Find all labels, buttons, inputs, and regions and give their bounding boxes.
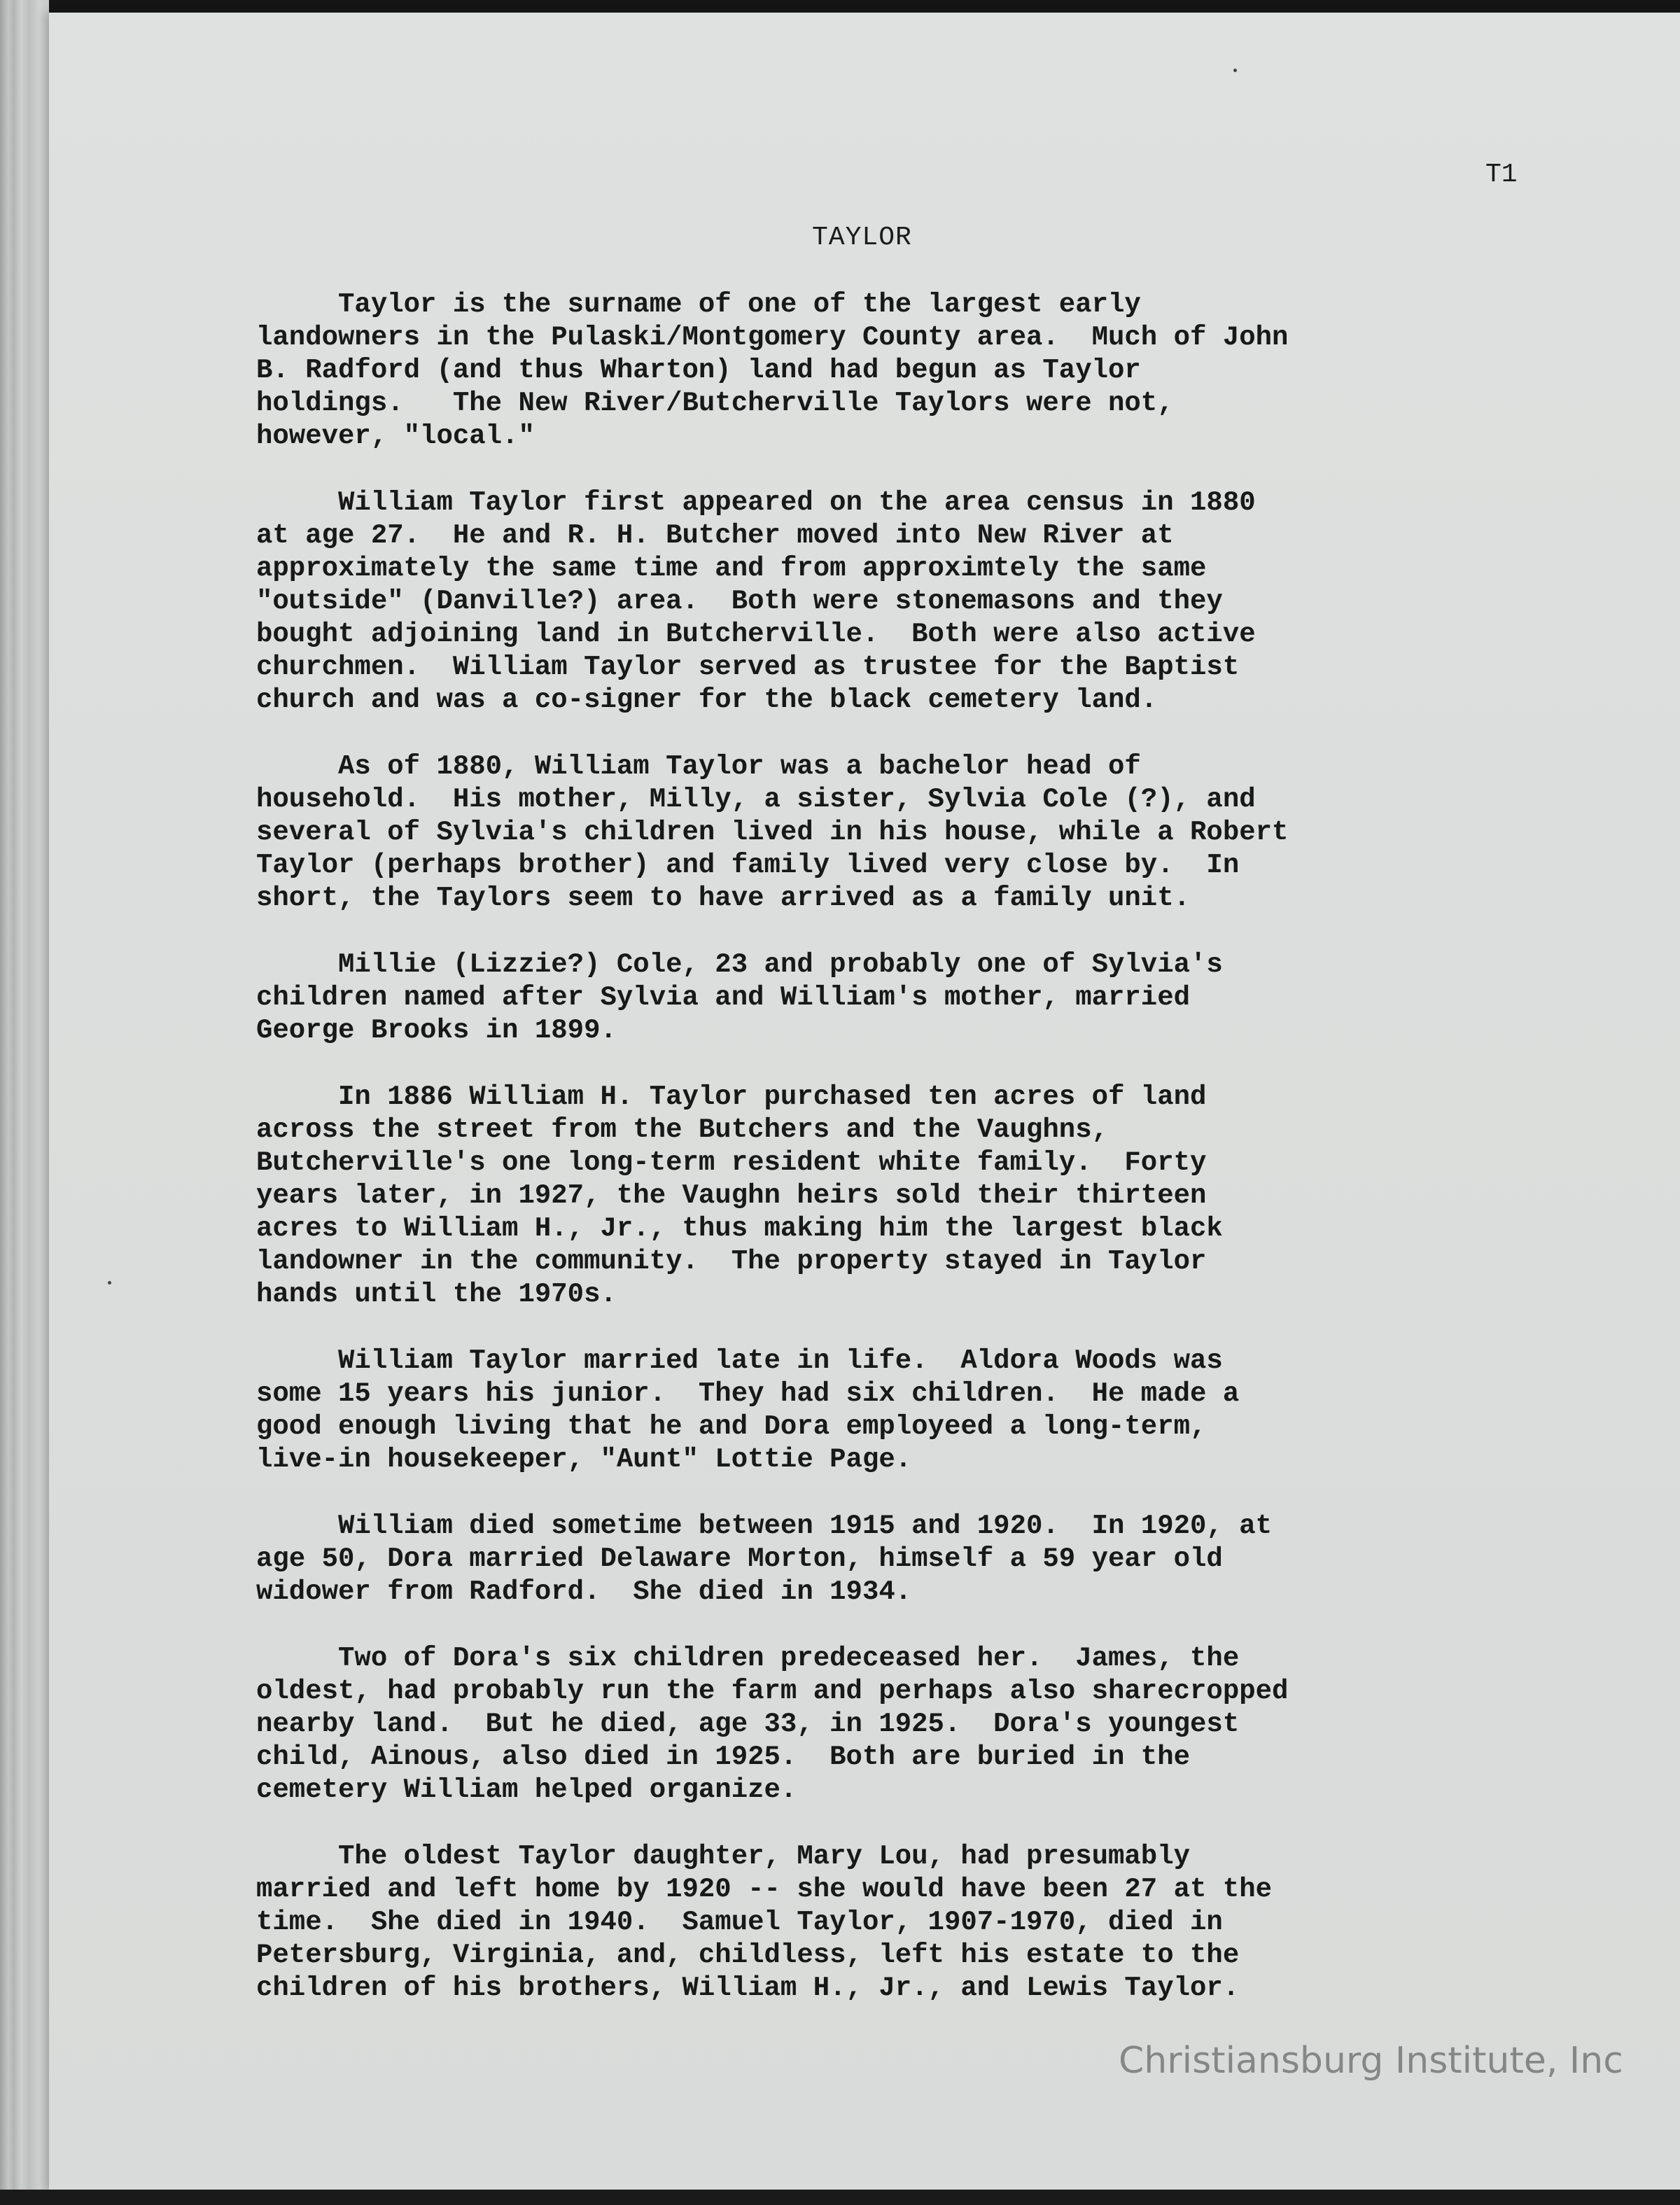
page-title: TAYLOR — [812, 223, 912, 253]
paragraph: William Taylor married late in life. Aldora Woods was some 15 years his junior. They had six children. He made a good enough living that he and Dora employeed a long-term, live-in housekeeper, "Aunt" Lottie Page. — [256, 1345, 1240, 1475]
paragraph: As of 1880, William Taylor was a bachelor head of household. His mother, Milly, a sister, Sylvia Cole (?), and several of Sylvia's children lived in his house, while a Robert Taylor (perhaps brother) and family lived very close by. In short, the Taylors seem to have arrived as a family unit. — [256, 751, 1289, 913]
paragraph: Taylor is the surname of one of the largest early landowners in the Pulaski/Montgomery County area. Much of John B. Radford (and thus Wharton) land had begun as Taylor holdings. The New River/Butcherville Taylors were not, however, "local." — [256, 289, 1289, 451]
paragraph: In 1886 William H. Taylor purchased ten acres of land across the street from the Butchers and the Vaughns, Butcherville's one long-term resident white family. Forty years later, in 1927, the Vaughn heirs sold their thirteen acres to William H., Jr., thus making him the largest black landowner in the community. The property stayed in Taylor hands until the 1970s. — [256, 1082, 1223, 1310]
page-stack-edge — [0, 0, 49, 2205]
paper-speck — [108, 1281, 111, 1284]
paragraph: The oldest Taylor daughter, Mary Lou, had presumably married and left home by 1920 -- she would have been 27 at the time. She died in 1940. Samuel Taylor, 1907-1970, died in Petersburg, Virginia, and, childless, left his estate to the children of his brothers, William H., Jr., and Lewis Taylor. — [256, 1841, 1273, 2003]
paper-speck — [1233, 69, 1237, 72]
scan-bottom-edge — [0, 2190, 1680, 2205]
page-number: T1 — [1485, 160, 1518, 190]
paragraph: Millie (Lizzie?) Cole, 23 and probably one of Sylvia's children named after Sylvia and William's mother, married George Brooks in 1899. — [256, 949, 1223, 1046]
paragraph: William Taylor first appeared on the area census in 1880 at age 27. He and R. H. Butcher moved into New River at approximately the same time and from approximtely the same "outside" (Danville?) area. Both were stonemasons and they bought adjoining land in Butcherville. Both were also active churchmen. William Taylor served as trustee for the Baptist church and was a co-signer for the black cemetery land. — [256, 487, 1256, 715]
paragraph: William died sometime between 1915 and 1920. In 1920, at age 50, Dora married Delaware Morton, himself a 59 year old widower from Radford. She died in 1934. — [256, 1511, 1273, 1607]
watermark: Christiansburg Institute, Inc — [1119, 2040, 1623, 2082]
document-body — [256, 288, 1530, 2038]
paragraph: Two of Dora's six children predeceased her. James, the oldest, had probably run the farm and perhaps also sharecropped nearby land. But he died, age 33, in 1925. Dora's youngest child, Ainous, also died in 1925. Both are buried in the cemetery William helped organize. — [256, 1643, 1289, 1805]
